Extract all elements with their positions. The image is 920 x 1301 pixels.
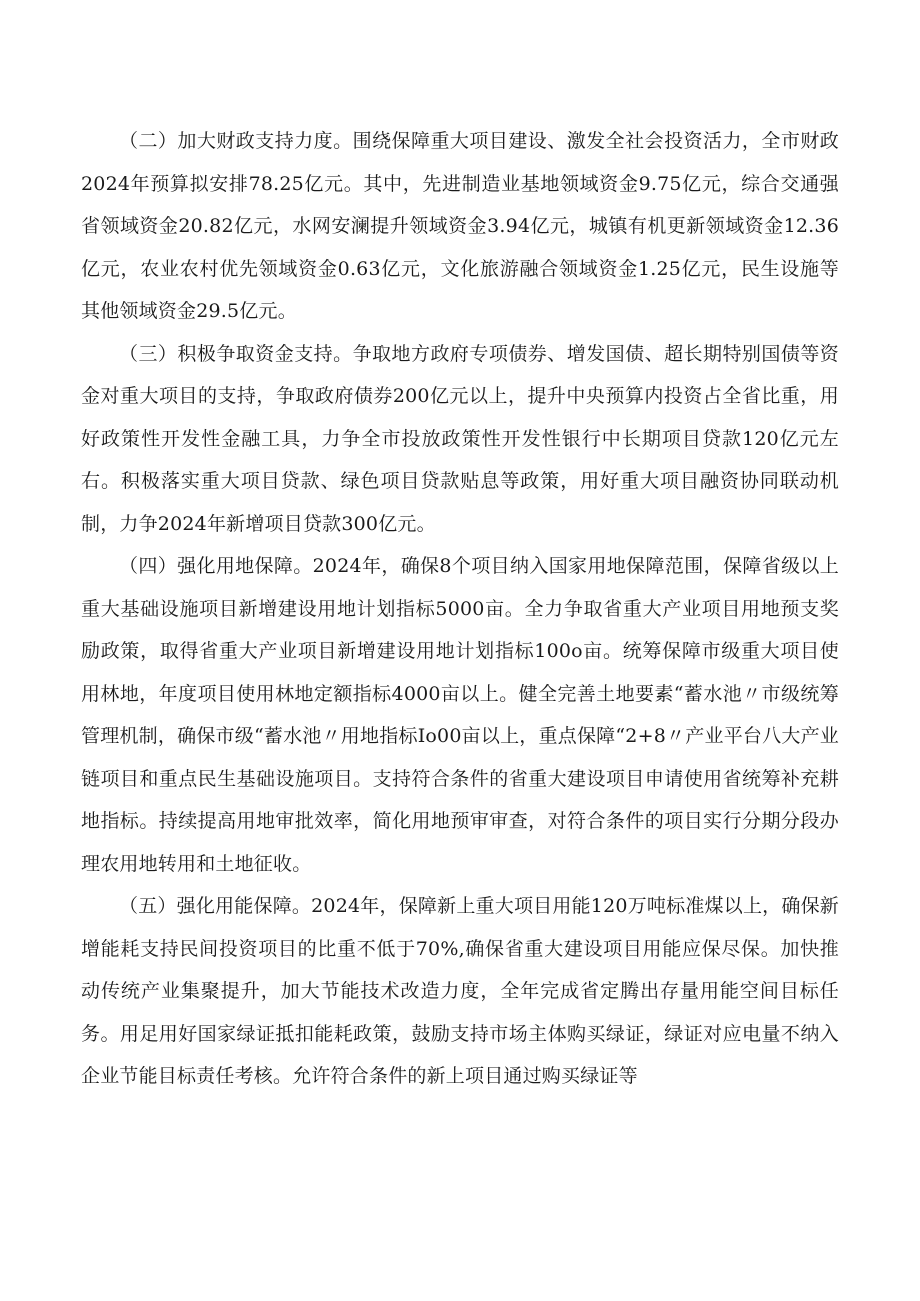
paragraph-land-use: （四）强化用地保障。2024年，确保8个项目纳入国家用地保障范围，保障省级以上重大基础设施项目新增建设用地计划指标5000亩。全力争取省重大产业项目用地预支奖励政策，取得省重大产业项目新增建设用地计划指标100o亩。统筹保障市级重大项目使用林地，年度项目使用林地定额指标4000亩以上。健全完善土地要素“蓄水池〃市级统筹管理机制，确保市级“蓄水池〃用地指标Io00亩以上，重点保障“2+8〃产业平台八大产业链项目和重点民生基础设施项目。支持符合条件的省重大建设项目申请使用省统筹补充耕地指标。持续提高用地审批效率，简化用地预审审查，对符合条件的项目实行分期分段办理农用地转用和土地征收。 xyxy=(81,555,839,875)
paragraph-fiscal-support: （二）加大财政支持力度。围绕保障重大项目建设、激发全社会投资活力，全市财政2024年预算拟安排78.25亿元。其中，先进制造业基地领域资金9.75亿元，综合交通强省领域资金20.82亿元，水网安澜提升领域资金3.94亿元，城镇有机更新领域资金12.36亿元，农业农村优先领域资金0.63亿元，文化旅游融合领域资金1.25亿元，民生设施等其他领域资金29.5亿元。 xyxy=(81,130,839,322)
paragraph-energy-use: （五）强化用能保障。2024年，保障新上重大项目用能120万吨标准煤以上，确保新增能耗支持民间投资项目的比重不低于70%,确保省重大建设项目用能应保尽保。加快推动传统产业集聚提升，加大节能技术改造力度，全年完成省定腾出存量用能空间目标任务。用足用好国家绿证抵扣能耗政策，鼓励支持市场主体购买绿证，绿证对应电量不纳入企业节能目标责任考核。允许符合条件的新上项目通过购买绿证等 xyxy=(81,895,839,1087)
paragraph-funding-support: （三）积极争取资金支持。争取地方政府专项债券、增发国债、超长期特别国债等资金对重大项目的支持，争取政府债券200亿元以上，提升中央预算内投资占全省比重，用好政策性开发性金融工具，力争全市投放政策性开发性银行中长期项目贷款120亿元左右。积极落实重大项目贷款、绿色项目贷款贴息等政策，用好重大项目融资协同联动机制，力争2024年新增项目贷款300亿元。 xyxy=(81,342,839,535)
document-body xyxy=(81,120,839,1098)
